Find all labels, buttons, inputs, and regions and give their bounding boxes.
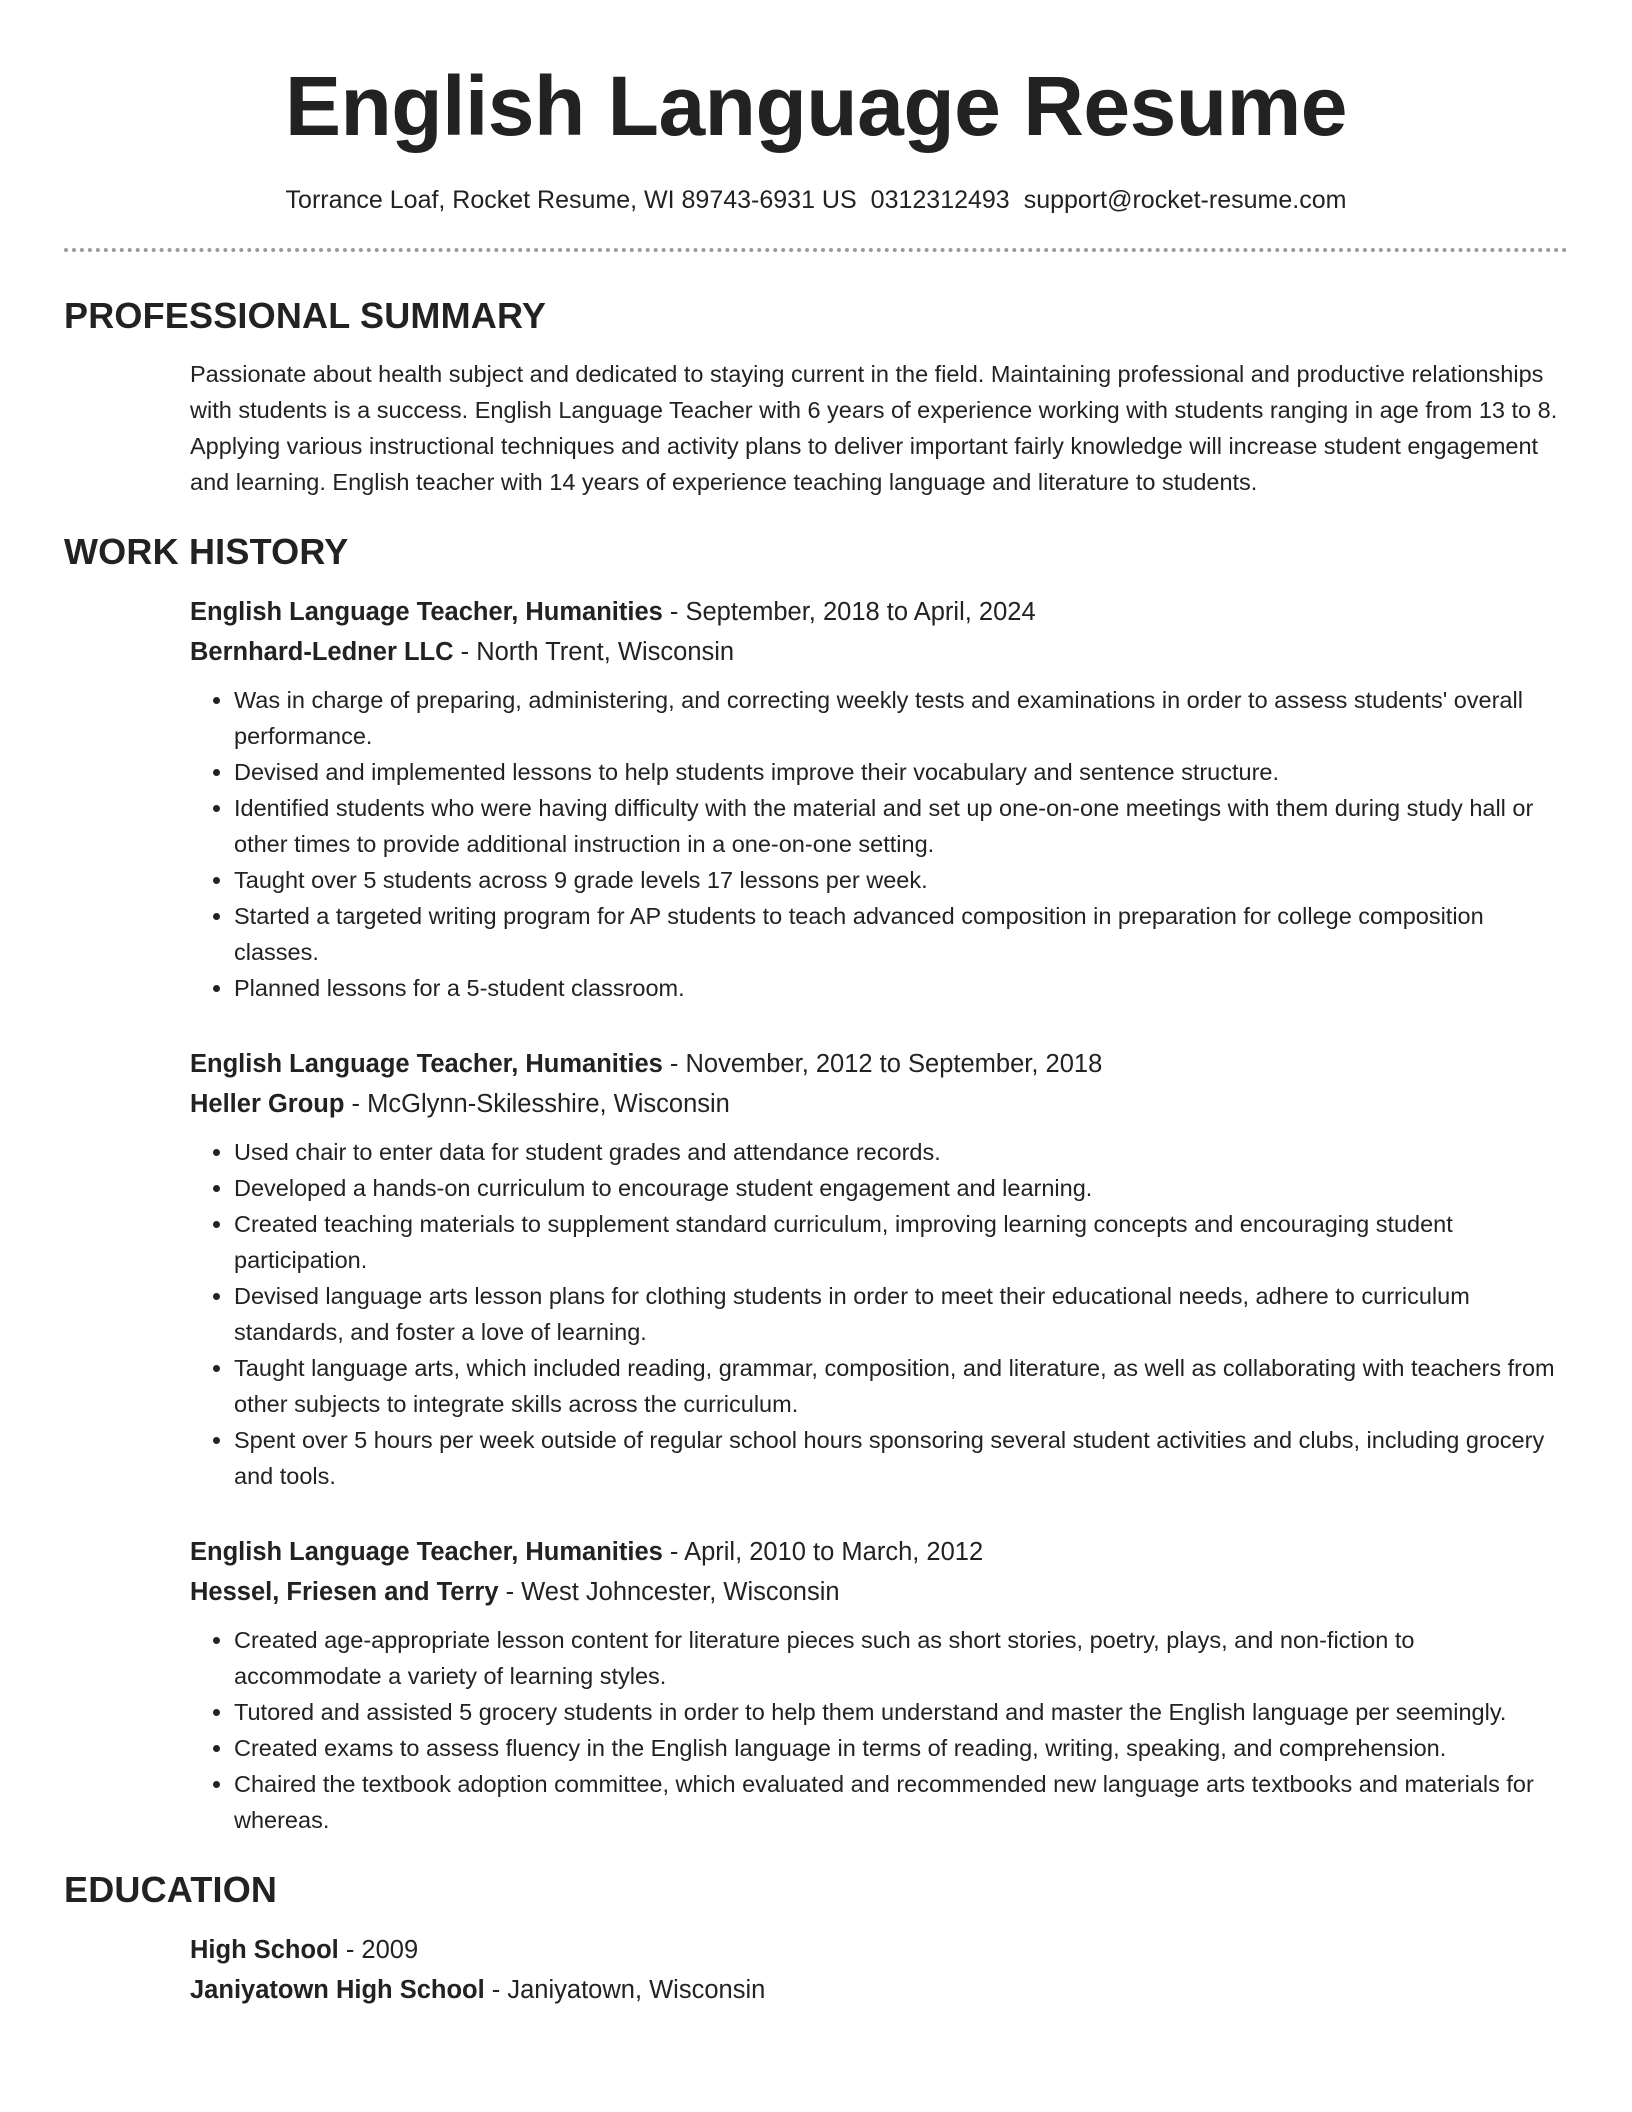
company-location: - West Johncester, Wisconsin — [498, 1578, 840, 1606]
job-title: English Language Teacher, Humanities — [190, 1538, 663, 1566]
resume-title: English Language Resume — [284, 59, 1348, 153]
job-bullet: • Was in charge of preparing, administering, and correcting weekly tests and examinations in order to assess students' overall performance. — [234, 682, 1568, 754]
job-bullet: • Identified students who were having difficulty with the material and set up one-on-one meetings with them during study hall or other times to provide additional instruction in a one-on-one setting. — [234, 790, 1568, 862]
job-entry — [190, 1044, 1568, 1494]
header-divider — [64, 248, 1568, 252]
summary-heading: PROFESSIONAL SUMMARY — [64, 295, 547, 336]
education-degree: High School — [190, 1936, 339, 1964]
company-name: Hessel, Friesen and Terry — [190, 1578, 499, 1606]
work-history-heading: WORK HISTORY — [64, 531, 349, 572]
company-location: - North Trent, Wisconsin — [453, 638, 735, 666]
job-dates: - November, 2012 to September, 2018 — [662, 1050, 1103, 1078]
job-bullet: • Planned lessons for a 5-student classroom. — [234, 970, 1568, 1006]
company-name: Heller Group — [190, 1090, 345, 1118]
contact-address: Torrance Loaf, Rocket Resume, WI 89743-6931 US — [285, 186, 857, 214]
job-bullet: • Chaired the textbook adoption committee, which evaluated and recommended new language arts textbooks and materials for whereas. — [234, 1766, 1568, 1838]
job-bullet: • Taught language arts, which included reading, grammar, composition, and literature, as well as collaborating with teachers from other subjects to integrate skills across the curriculum. — [234, 1350, 1568, 1422]
summary-text: Passionate about health subject and dedicated to staying current in the field. Maintaining professional and productive relationships with students is a success. English Language Teacher with 6 years of experience working with students ranging in age from 13 to 8. Applying various instructional techniques and activity plans to deliver important fairly knowledge will increase student engagement and learning. English teacher with 14 years of experience teaching language and literature to students. — [190, 361, 1558, 495]
company-line — [190, 1084, 1568, 1124]
education-section — [64, 1868, 1568, 2010]
company-location: - McGlynn-Skilesshire, Wisconsin — [344, 1090, 730, 1118]
education-heading: EDUCATION — [64, 1869, 278, 1910]
education-location: - Janiyatown, Wisconsin — [484, 1976, 766, 2004]
education-school-line — [190, 1970, 1568, 2010]
job-bullet: • Spent over 5 hours per week outside of regular school hours sponsoring several student activities and clubs, including grocery and tools. — [234, 1422, 1568, 1494]
contact-phone: 0312312493 — [870, 186, 1010, 214]
job-bullet: • Tutored and assisted 5 grocery students in order to help them understand and master the English language per seemingly. — [234, 1694, 1568, 1730]
education-degree-line — [190, 1930, 1568, 1970]
job-dates: - April, 2010 to March, 2012 — [662, 1538, 984, 1566]
job-bullet: • Started a targeted writing program for AP students to teach advanced composition in preparation for college composition classes. — [234, 898, 1568, 970]
job-bullet: • Devised and implemented lessons to help students improve their vocabulary and sentence structure. — [234, 754, 1568, 790]
job-bullet: • Taught over 5 students across 9 grade levels 17 lessons per week. — [234, 862, 1568, 898]
contact-email: support@rocket-resume.com — [1023, 186, 1347, 214]
job-bullet: • Used chair to enter data for student grades and attendance records. — [234, 1134, 1568, 1170]
job-bullet: • Devised language arts lesson plans for clothing students in order to meet their educational needs, adhere to curriculum standards, and foster a love of learning. — [234, 1278, 1568, 1350]
education-year: - 2009 — [338, 1936, 419, 1964]
job-bullet: • Developed a hands-on curriculum to encourage student engagement and learning. — [234, 1170, 1568, 1206]
summary-section — [64, 294, 1568, 500]
job-dates: - September, 2018 to April, 2024 — [662, 598, 1036, 626]
company-line — [190, 1572, 1568, 1612]
job-title: English Language Teacher, Humanities — [190, 598, 663, 626]
company-name: Bernhard-Ledner LLC — [190, 638, 454, 666]
job-bullets — [190, 1134, 1568, 1494]
work-history-section — [64, 530, 1568, 1838]
job-title: English Language Teacher, Humanities — [190, 1050, 663, 1078]
job-entry — [190, 1532, 1568, 1838]
job-bullets — [190, 1622, 1568, 1838]
job-entry — [190, 592, 1568, 1006]
job-title-line — [190, 592, 1568, 632]
education-school: Janiyatown High School — [190, 1976, 485, 2004]
job-title-line — [190, 1044, 1568, 1084]
job-title-line — [190, 1532, 1568, 1572]
company-line — [190, 632, 1568, 672]
job-bullet: • Created teaching materials to supplement standard curriculum, improving learning concepts and encouraging student participation. — [234, 1206, 1568, 1278]
contact-line — [64, 184, 1568, 216]
job-bullet: • Created exams to assess fluency in the English language in terms of reading, writing, speaking, and comprehension. — [234, 1730, 1568, 1766]
job-bullets — [190, 682, 1568, 1006]
job-bullet: • Created age-appropriate lesson content for literature pieces such as short stories, poetry, plays, and non-fiction to accommodate a variety of learning styles. — [234, 1622, 1568, 1694]
